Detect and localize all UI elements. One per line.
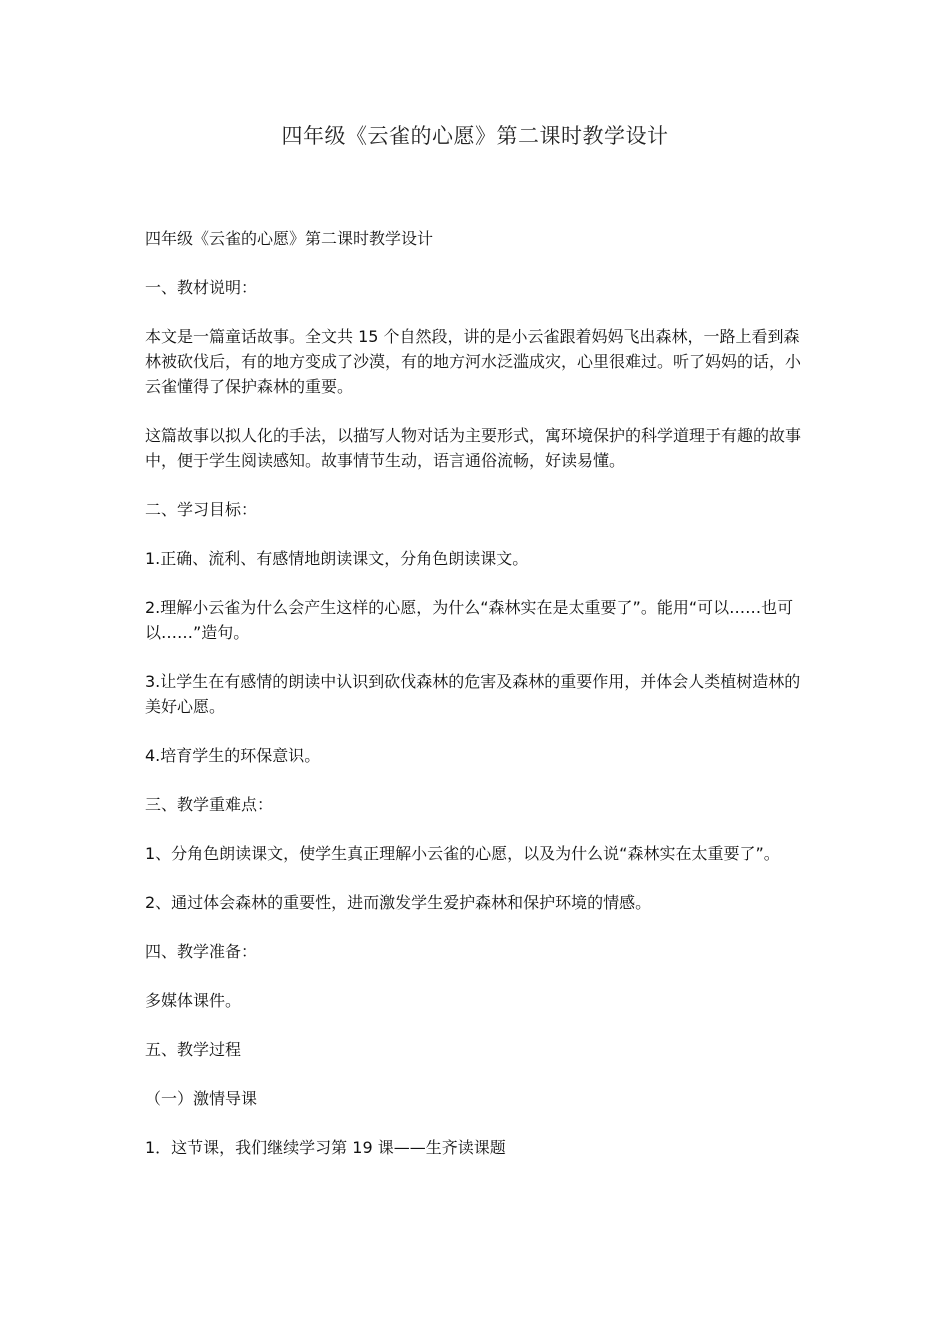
preparation-text: 多媒体课件。	[145, 991, 242, 1010]
page-title: 四年级《云雀的心愿》第二课时教学设计	[281, 124, 669, 148]
section-heading-goals: 二、学习目标：	[145, 500, 258, 519]
process-subheading-intro: （一）激情导课	[145, 1089, 258, 1108]
section-heading-keypoints: 三、教学重难点：	[145, 795, 274, 814]
keypoint-item-2: 2、通过体会森林的重要性，进而激发学生爱护森林和保护环境的情感。	[145, 893, 652, 912]
section-heading-preparation: 四、教学准备：	[145, 942, 258, 961]
process-step-1: 1．这节课，我们继续学习第 19 课——生齐读课题	[145, 1138, 506, 1157]
doc-subtitle: 四年级《云雀的心愿》第二课时教学设计	[145, 229, 434, 248]
document-body	[145, 226, 810, 1184]
paragraph-text-summary: 本文是一篇童话故事。全文共 15 个自然段，讲的是小云雀跟着妈妈飞出森林，一路上看到森林被砍伐后，有的地方变成了沙漠，有的地方河水泛滥成灾，心里很难过。听了妈妈的话，小云雀懂得了保护森林的重要。	[145, 327, 802, 396]
goal-item-4: 4.培育学生的环保意识。	[145, 746, 321, 765]
section-heading-process: 五、教学过程	[145, 1040, 242, 1059]
keypoint-item-1: 1、分角色朗读课文，使学生真正理解小云雀的心愿，以及为什么说“森林实在太重要了”。	[145, 844, 780, 863]
goal-item-3: 3.让学生在有感情的朗读中认识到砍伐森林的危害及森林的重要作用，并体会人类植树造林的美好心愿。	[145, 672, 801, 716]
paragraph-text-style: 这篇故事以拟人化的手法，以描写人物对话为主要形式，寓环境保护的科学道理于有趣的故事中，便于学生阅读感知。故事情节生动，语言通俗流畅，好读易懂。	[145, 426, 802, 470]
section-heading-materials: 一、教材说明：	[145, 278, 258, 297]
goal-item-1: 1.正确、流利、有感情地朗读课文，分角色朗读课文。	[145, 549, 529, 568]
goal-item-2: 2.理解小云雀为什么会产生这样的心愿，为什么“森林实在是太重要了”。能用“可以……也可以……”造句。	[145, 598, 794, 642]
